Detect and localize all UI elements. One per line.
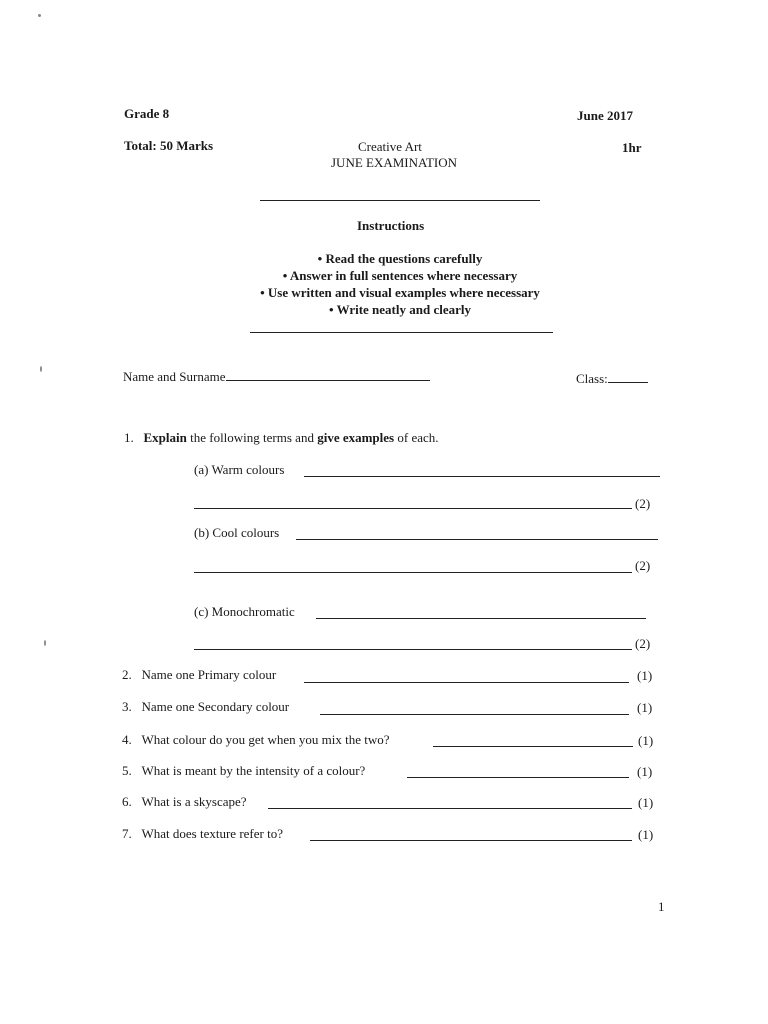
- name-field[interactable]: [123, 366, 430, 385]
- page-number: 1: [658, 899, 665, 914]
- question-6: 6. What is a skyscape?: [122, 794, 247, 809]
- q7-blank[interactable]: [310, 840, 632, 841]
- q4-blank[interactable]: [433, 746, 633, 747]
- question-5: 5. What is meant by the intensity of a colour?: [122, 763, 366, 778]
- divider-bottom: [250, 332, 553, 333]
- name-label: Name and Surname: [123, 369, 226, 384]
- exam-date: June 2017: [577, 108, 633, 123]
- q6-blank[interactable]: [268, 808, 632, 809]
- instruction-item: • Answer in full sentences where necessary: [282, 268, 518, 283]
- q7-marks: (1): [638, 827, 654, 842]
- scan-speck: [40, 366, 42, 372]
- question-4: 4. What colour do you get when you mix the two?: [122, 732, 390, 747]
- name-blank[interactable]: [226, 366, 430, 381]
- q1a-label: (a) Warm colours: [194, 462, 285, 477]
- q1a-blank-1[interactable]: [304, 476, 660, 477]
- instructions-list: [200, 250, 600, 318]
- exam-title: JUNE EXAMINATION: [331, 155, 458, 170]
- q1b-blank-2[interactable]: [194, 572, 632, 573]
- q1c-blank-2[interactable]: [194, 649, 632, 650]
- question-1: 1. Explain the following terms and give examples of each.: [124, 430, 439, 445]
- instruction-item: • Use written and visual examples where necessary: [260, 285, 540, 300]
- q2-blank[interactable]: [304, 682, 629, 683]
- question-3: 3. Name one Secondary colour: [122, 699, 290, 714]
- question-2: 2. Name one Primary colour: [122, 667, 277, 682]
- q6-marks: (1): [638, 795, 654, 810]
- class-label: Class:: [576, 371, 608, 386]
- question-7: 7. What does texture refer to?: [122, 826, 283, 841]
- class-blank[interactable]: [608, 368, 648, 383]
- q1b-marks: (2): [635, 558, 651, 573]
- divider-top: [260, 200, 540, 201]
- instruction-item: • Write neatly and clearly: [328, 302, 471, 317]
- class-field[interactable]: [576, 368, 648, 387]
- instructions-title: Instructions: [357, 218, 425, 233]
- q1c-blank-1[interactable]: [316, 618, 646, 619]
- q2-marks: (1): [637, 668, 653, 683]
- q5-blank[interactable]: [407, 777, 629, 778]
- q1a-blank-2[interactable]: [194, 508, 632, 509]
- scan-speck: [38, 14, 41, 17]
- q1c-label: (c) Monochromatic: [194, 604, 295, 619]
- scan-speck: [44, 640, 46, 646]
- q5-marks: (1): [637, 764, 653, 779]
- subject-title: Creative Art: [358, 139, 422, 154]
- instruction-item: • Read the questions carefully: [317, 251, 483, 266]
- q4-marks: (1): [638, 733, 654, 748]
- grade-label: Grade 8: [124, 106, 170, 121]
- exam-duration: 1hr: [622, 140, 642, 155]
- q1b-blank-1[interactable]: [296, 539, 658, 540]
- total-marks: Total: 50 Marks: [124, 138, 214, 153]
- q3-blank[interactable]: [320, 714, 629, 715]
- q1c-marks: (2): [635, 636, 651, 651]
- q3-marks: (1): [637, 700, 653, 715]
- q1b-label: (b) Cool colours: [194, 525, 280, 540]
- q1a-marks: (2): [635, 496, 651, 511]
